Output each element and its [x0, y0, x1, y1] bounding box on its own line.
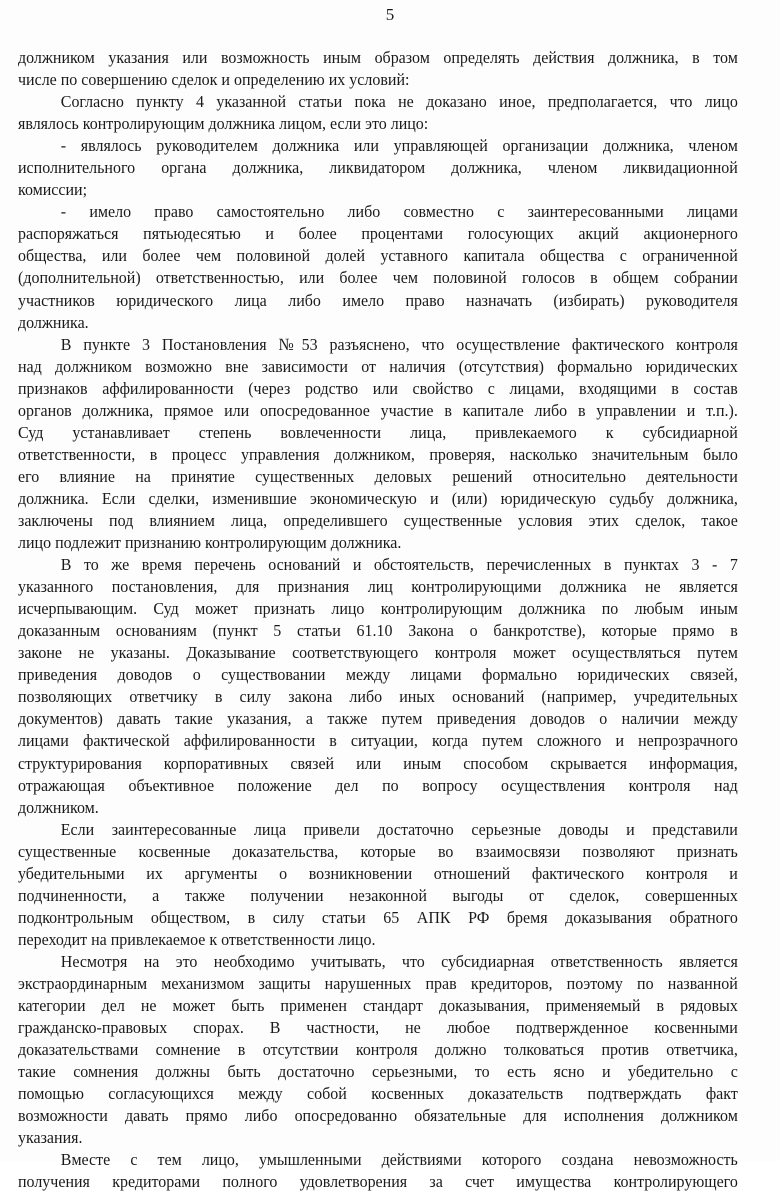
text-line: позволяющих ответчику в силу закона либо иных оснований (например, учредительных: [18, 687, 738, 707]
text-line: (дополнительной) ответственностью, или более чем половиной голосов в общем собрании: [18, 268, 738, 288]
text-line: его влияние на принятие существенных деловых решений относительно деятельности: [18, 466, 738, 486]
paragraph: [18, 47, 738, 91]
text-line: Суд устанавливает степень вовлеченности лица, привлекаемого к субсидиарной: [18, 422, 738, 442]
text-line: должника. Если сделки, изменившие экономическую и (или) юридическую судьбу должника,: [18, 488, 738, 508]
text-line: указания.: [18, 1128, 83, 1148]
text-line: - имело право самостоятельно либо совместно с заинтересованными лицами: [60, 202, 738, 222]
text-line: комиссии;: [18, 180, 88, 200]
paragraph: [18, 91, 738, 135]
text-line: общества, или более чем половиной долей уставного капитала общества с ограниченной: [18, 246, 738, 266]
text-line: лицо подлежит признанию контролирующим должника.: [18, 533, 402, 553]
text-line: В пункте 3 Постановления №53 разъяснено, что осуществление фактического контроля: [60, 334, 738, 354]
text-line: помощью согласующихся между собой косвенных доказательств подтверждать факт: [18, 1084, 738, 1104]
text-line: категории дел не может быть применен стандарт доказывания, применяемый в рядовых: [18, 996, 738, 1016]
text-line: должника.: [18, 312, 89, 332]
text-line: ответственности, в процесс управления должником, проверяя, насколько значительным было: [18, 444, 738, 464]
text-line: над должником возможно вне зависимости от наличия (отсутствия) формально юридических: [18, 356, 738, 376]
text-line: исполнительного органа должника, ликвидатором должника, членом ликвидационной: [18, 158, 738, 178]
text-line: переходит на привлекаемое к ответственности лицо.: [18, 929, 376, 949]
text-line: исчерпывающим. Суд может признать лицо контролирующим должника по любым иным: [18, 599, 738, 619]
text-line: структурирования корпоративных связей или иным способом скрывается информация,: [18, 753, 738, 773]
text-line: законе не указаны. Доказывание соответствующего контроля может осуществляться путем: [18, 643, 738, 663]
text-line: Несмотря на это необходимо учитывать, что субсидиарная ответственность является: [60, 951, 738, 971]
paragraph: [18, 554, 738, 819]
page-number: 5: [385, 5, 395, 24]
paragraph: [18, 201, 738, 333]
text-line: указанного постановления, для признания лиц контролирующими должника не является: [18, 577, 738, 597]
text-line: подчиненности, а также получении незаконной выгоды от сделок, совершенных: [18, 885, 738, 905]
text-line: органов должника, прямое или опосредованное участие в капитале либо в управлении и т.п.).: [18, 400, 738, 420]
text-line: подконтрольным обществом, в силу статьи 65 АПК РФ бремя доказывания обратного: [18, 907, 738, 927]
text-line: числе по совершению сделок и определению их условий:: [18, 70, 410, 90]
text-line: являлось контролирующим должника лицом, если это лицо:: [18, 114, 429, 134]
text-line: такие сомнения должны быть достаточно серьезными, то есть ясно и убедительно с: [18, 1062, 738, 1082]
text-line: Если заинтересованные лица привели достаточно серьезные доводы и представили: [60, 819, 738, 839]
text-line: доказательствами сомнение в отсутствии контроля должно толковаться против ответчика,: [18, 1040, 738, 1060]
text-line: распоряжаться пятьюдесятью и более процентами голосующих акций акционерного: [18, 224, 738, 244]
text-line: получения кредиторами полного удовлетворения за счет имущества контролирующего: [18, 1172, 738, 1192]
text-line: заключены под влиянием лица, определившего существенные условия этих сделок, такое: [18, 510, 738, 530]
text-line: существенные косвенные доказательства, которые во взаимосвязи позволяют признать: [18, 841, 738, 861]
text-line: должником.: [18, 797, 99, 817]
text-line: - являлось руководителем должника или управляющей организации должника, членом: [60, 136, 738, 156]
text-line: документов) давать такие указания, а также путем приведения доводов о наличии между: [18, 709, 738, 729]
text-line: возможности давать прямо либо опосредованно обязательные для исполнения должником: [18, 1106, 738, 1126]
text-line: экстраординарным механизмом защиты нарушенных прав кредиторов, поэтому по названной: [18, 973, 738, 993]
text-line: Согласно пункту 4 указанной статьи пока не доказано иное, предполагается, что лицо: [60, 92, 738, 112]
text-line: приведения доводов о существовании между лицами формально юридических связей,: [18, 665, 738, 685]
text-line: доказанным основаниям (пункт 5 статьи 61.10 Закона о банкротстве), которые прямо в: [18, 621, 738, 641]
text-line: участников юридического лица либо имело право назначать (избирать) руководителя: [18, 290, 738, 310]
text-line: убедительными их аргументы о возникновении отношений фактического контроля и: [18, 863, 738, 883]
text-line: признаков аффилированности (через родство или свойство с лицами, входящими в состав: [18, 378, 738, 398]
text-line: должником указания или возможность иным образом определять действия должника, в том: [18, 48, 738, 67]
text-line: В то же время перечень оснований и обстоятельств, перечисленных в пунктах 3 - 7: [60, 555, 738, 575]
text-line: гражданско-правовых спорах. В частности, не любое подтвержденное косвенными: [18, 1018, 738, 1038]
text-line: лицами фактической аффилированности в ситуации, когда путем сложного и непрозрачного: [18, 731, 738, 751]
text-line: Вместе с тем лицо, умышленными действиями которого создана невозможность: [60, 1150, 738, 1170]
paragraph: [18, 951, 738, 1149]
paragraph: [18, 819, 738, 951]
paragraph: [18, 1149, 738, 1193]
document-body: [18, 47, 738, 1193]
paragraph: [18, 135, 738, 201]
text-line: отражающая объективное положение дел по вопросу осуществления контроля над: [18, 775, 738, 795]
paragraph: [18, 334, 738, 554]
